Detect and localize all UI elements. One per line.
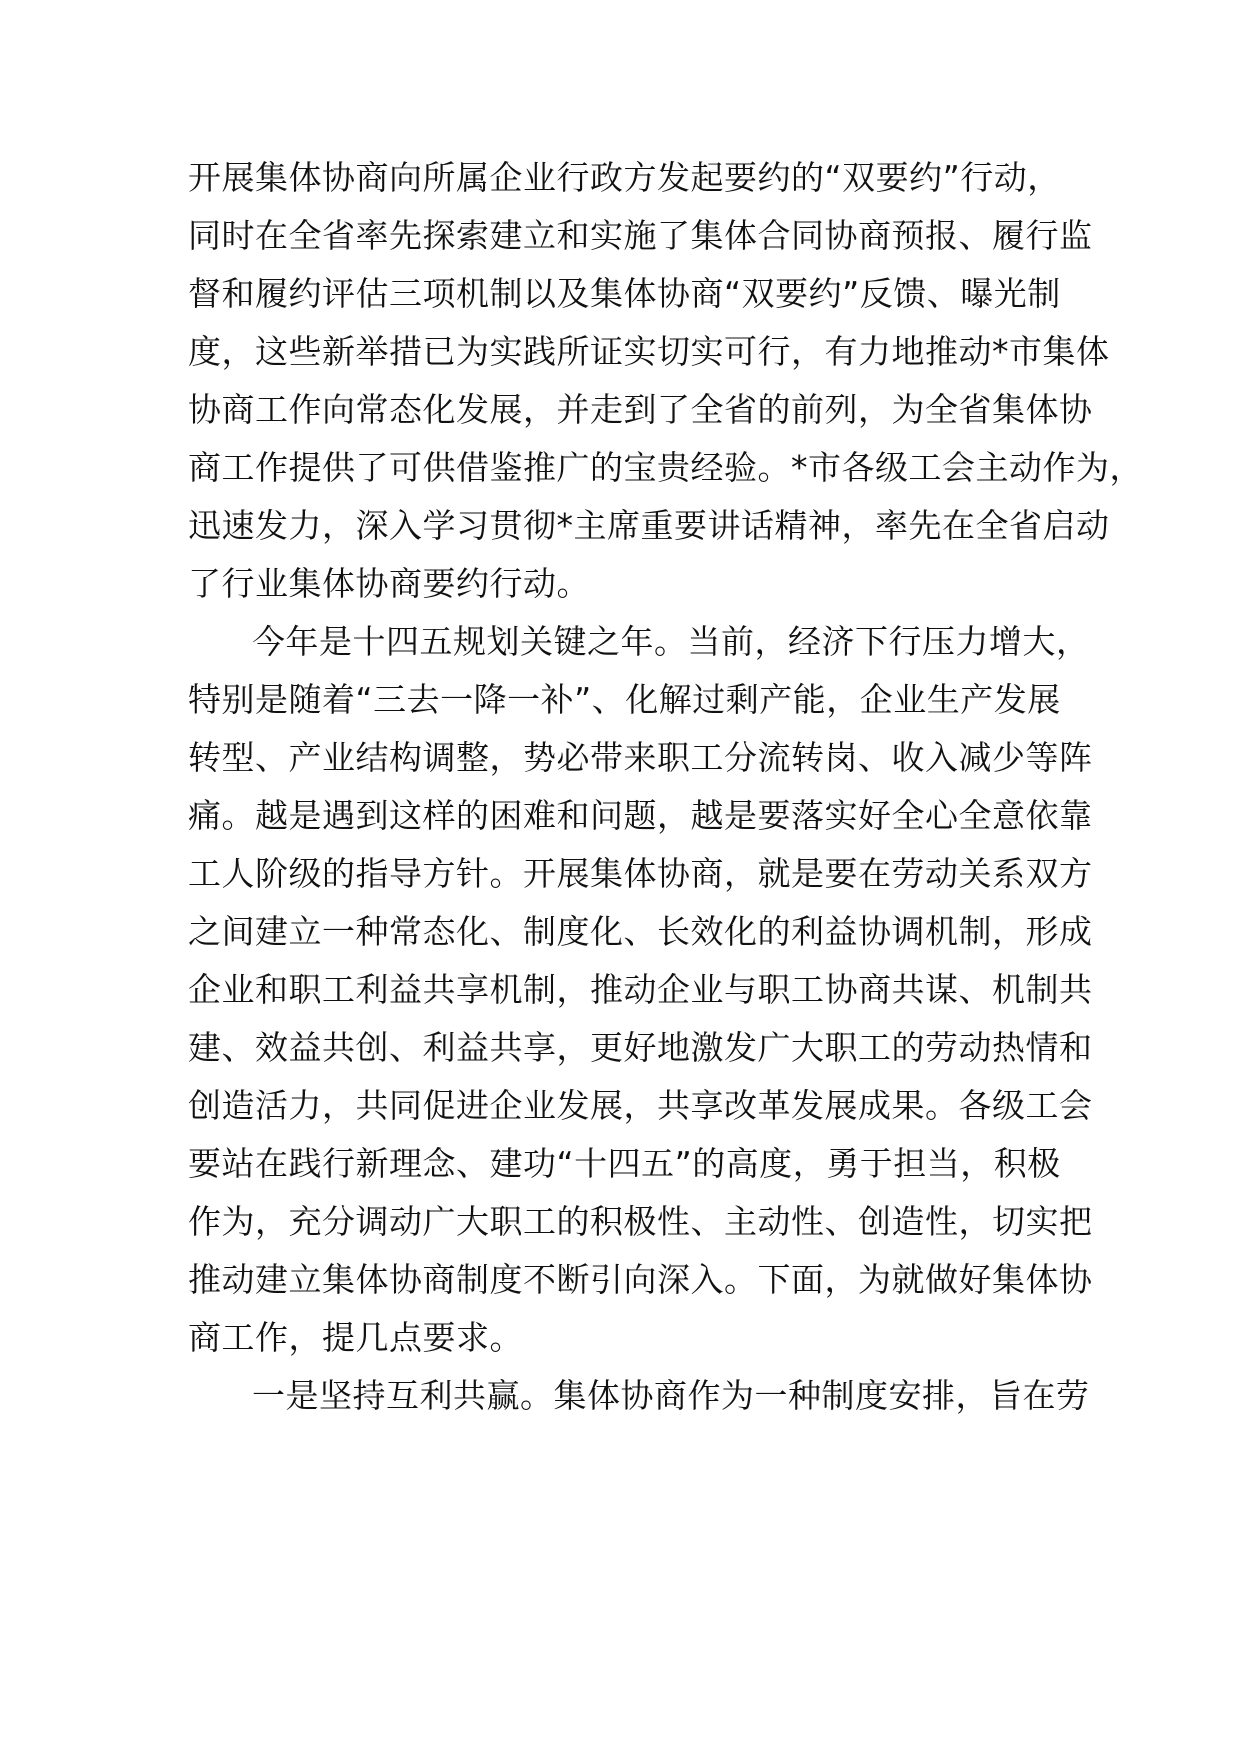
- body-text-line: 转型、产业结构调整，势必带来职工分流转岗、收入减少等阵: [188, 738, 1093, 777]
- body-text-line: 痛。越是遇到这样的困难和问题，越是要落实好全心全意依靠: [188, 796, 1093, 835]
- body-text-line: 企业和职工利益共享机制，推动企业与职工协商共谋、机制共: [188, 970, 1093, 1009]
- body-text-line: 工人阶级的指导方针。开展集体协商，就是要在劳动关系双方: [188, 854, 1093, 893]
- body-text-line: 商工作，提几点要求。: [188, 1318, 523, 1357]
- body-text-line: 开展集体协商向所属企业行政方发起要约的“双要约”行动，: [188, 158, 1061, 197]
- body-text-line: 创造活力，共同促进企业发展，共享改革发展成果。各级工会: [188, 1086, 1093, 1125]
- body-text-line: 建、效益共创、利益共享，更好地激发广大职工的劳动热情和: [188, 1028, 1093, 1067]
- body-text-line: 要站在践行新理念、建功“十四五”的高度，勇于担当，积极: [188, 1144, 1061, 1183]
- body-text-line: 迅速发力，深入学习贯彻*主席重要讲话精神，率先在全省启动: [188, 506, 1110, 545]
- paragraph-first-line: 一是坚持互利共赢。集体协商作为一种制度安排，旨在劳: [252, 1376, 1090, 1415]
- body-text-line: 了行业集体协商要约行动。: [188, 564, 590, 603]
- body-text-line: 同时在全省率先探索建立和实施了集体合同协商预报、履行监: [188, 216, 1093, 255]
- body-text-line: 推动建立集体协商制度不断引向深入。下面，为就做好集体协: [188, 1260, 1093, 1299]
- body-text-line: 商工作提供了可供借鉴推广的宝贵经验。*市各级工会主动作为，: [188, 448, 1143, 487]
- body-text-line: 督和履约评估三项机制以及集体协商“双要约”反馈、曝光制: [188, 274, 1061, 313]
- body-text-line: 协商工作向常态化发展，并走到了全省的前列，为全省集体协: [188, 390, 1093, 429]
- paragraph-first-line: 今年是十四五规划关键之年。当前，经济下行压力增大，: [252, 622, 1090, 661]
- body-text-line: 作为，充分调动广大职工的积极性、主动性、创造性，切实把: [188, 1202, 1093, 1241]
- body-text-line: 之间建立一种常态化、制度化、长效化的利益协调机制，形成: [188, 912, 1093, 951]
- body-text-line: 特别是随着“三去一降一补”、化解过剩产能，企业生产发展: [188, 680, 1061, 719]
- body-text-line: 度，这些新举措已为实践所证实切实可行，有力地推动*市集体: [188, 332, 1110, 371]
